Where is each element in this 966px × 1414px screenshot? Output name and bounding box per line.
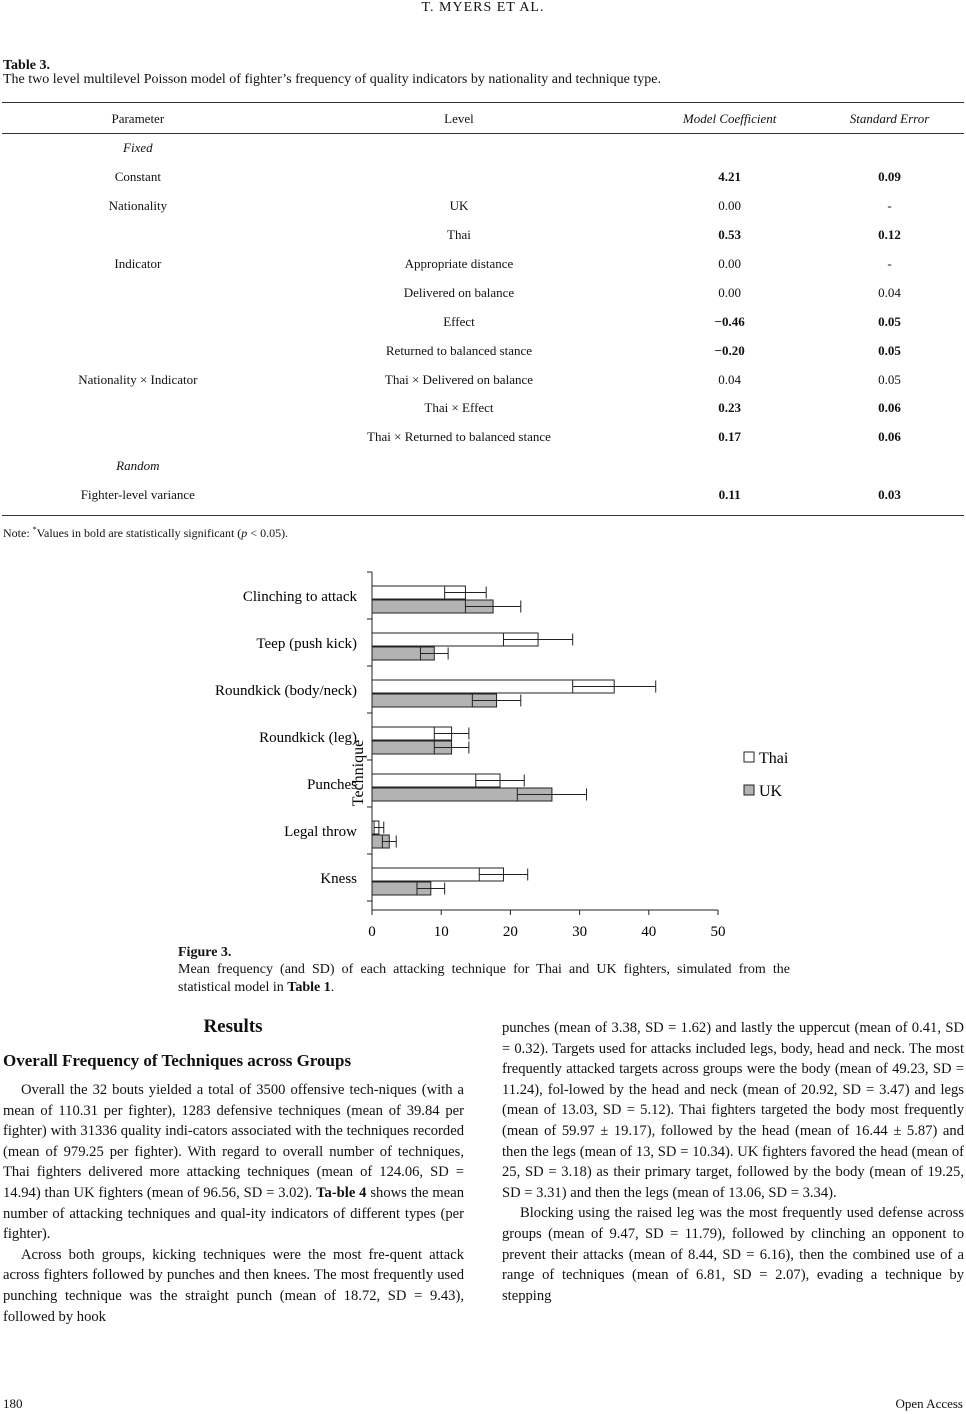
table-cell-coef: 4.21 [718, 169, 742, 185]
table-cell-coef [644, 452, 815, 481]
x-tick-label: 20 [502, 924, 518, 940]
column-header: Level [444, 111, 474, 126]
table-cell-parameter [2, 307, 274, 336]
table-cell-parameter [2, 336, 274, 365]
legend-swatch-uk [744, 785, 754, 795]
table-row [2, 336, 964, 365]
table-row [2, 192, 964, 221]
table-cell-parameter: Fixed [123, 140, 153, 156]
table-cell-level [274, 134, 645, 163]
table-cell-coef: 0.00 [718, 198, 742, 214]
section-heading: Results [203, 1016, 263, 1037]
table-cell-se [815, 134, 964, 163]
table-row [2, 307, 964, 336]
figure-caption-ref: Table 1 [287, 980, 331, 995]
category-label: Punches [307, 777, 357, 793]
table-body [2, 134, 964, 510]
table-cell-parameter: Indicator [114, 256, 162, 271]
category-label: Roundkick (leg) [259, 730, 357, 746]
note-p: p [241, 526, 248, 540]
figure-caption-label: Figure 3. [178, 945, 232, 960]
x-tick-label: 0 [368, 924, 376, 940]
table-cell-level: Appropriate distance [404, 256, 514, 271]
table-cell-coef: 0.53 [718, 227, 742, 243]
paragraph-text: Overall the 32 bouts yielded a total of 3500 offensive tech-niques (with a mean of 110.31 per fighter), 1283 defensive techniques (mean of 39.84 per fighter) with 31336 quality indi-cators associated with the techniques recorded (mean of 979.25 per fighter). With regard to overall number of techniques, Thai fighters delivered more attacking techniques (mean of 124.06, SD = 14.94) than UK fighters (mean of 96.56, SD = 3.02). [3, 1082, 464, 1201]
table-row [2, 452, 964, 481]
results-table [2, 104, 964, 510]
running-head: T. MYERS ET AL. [421, 0, 545, 15]
table-cell-level: Thai × Delivered on balance [384, 371, 534, 387]
table-row [2, 394, 964, 423]
category-label: Legal throw [284, 824, 357, 840]
category-label: Roundkick (body/neck) [214, 683, 357, 699]
table-note [3, 525, 288, 541]
table-cell-parameter: Nationality [108, 198, 168, 214]
category-label: Teep (push kick) [256, 636, 357, 652]
x-tick-label: 30 [572, 924, 588, 940]
table-cell-se: - [887, 256, 892, 271]
table-cell-level: Thai × Effect [424, 400, 494, 416]
table-cell-se: 0.05 [878, 342, 901, 358]
table-row [2, 250, 964, 279]
table-cell-coef: 0.17 [718, 429, 742, 445]
table-cell-se: 0.05 [878, 371, 901, 387]
left-column [3, 1080, 464, 1327]
legend-swatch-thai [744, 752, 754, 762]
paragraph: Across both groups, kicking techniques were the most fre-quent attack across fighters followed by punches and then knees. The most frequently used punching technique was the straight punch (mean of 18.72, SD = 9.43), followed by hook [3, 1246, 464, 1325]
x-tick-label: 40 [641, 924, 657, 940]
table-cell-parameter [2, 394, 274, 423]
category-label: Kness [320, 871, 357, 887]
footer-publisher: Open Access [895, 1396, 963, 1411]
table-cell-se: 0.09 [878, 169, 901, 185]
legend-label: UK [759, 783, 783, 800]
legend-label: Thai [759, 750, 789, 767]
table-cell-level [274, 452, 645, 481]
figure-caption-body: Mean frequency (and SD) of each attacking technique for Thai and UK fighters, simulated from the statistical model in [178, 962, 790, 995]
subsection-heading: Overall Frequency of Techniques across Groups [3, 1051, 352, 1070]
table-reference: Ta-ble 4 [316, 1184, 367, 1201]
figure-caption-text [178, 961, 790, 997]
category-label: Clinching to attack [242, 589, 357, 605]
note-marker: * [32, 525, 37, 534]
table-cell-se [815, 452, 964, 481]
table-cell-coef: −0.46 [714, 313, 745, 329]
right-column [502, 1018, 964, 1306]
table-cell-parameter: Constant [114, 169, 161, 185]
table-cell-coef: 0.04 [718, 371, 742, 387]
table-cell-level: Thai [447, 227, 471, 243]
table-row [2, 481, 964, 510]
note-body: Values in bold are statistically significant ( [36, 526, 242, 540]
paragraph-text: shows the mean number of attacking techniques and qual-ity indicators of different types (per fighter). [3, 1184, 464, 1243]
table-header-row [2, 104, 964, 134]
column-header: Parameter [111, 111, 165, 126]
x-tick-label: 10 [433, 924, 449, 940]
note-end: < 0.05). [247, 526, 289, 540]
table-cell-se: - [887, 198, 892, 214]
table-cell-parameter [2, 423, 274, 452]
page-number: 180 [3, 1396, 23, 1411]
table-bottom-rule [2, 515, 964, 516]
column-header: Model Coefficient [682, 111, 777, 126]
table-caption-text: The two level multilevel Poisson model of fighter’s frequency of quality indicators by nationality and technique type. [3, 72, 661, 87]
table-cell-se: 0.06 [878, 400, 901, 416]
table-row [2, 278, 964, 307]
y-axis-title: Technique [350, 739, 367, 807]
table-cell-level: Delivered on balance [403, 284, 515, 300]
table-row [2, 134, 964, 163]
table-cell-se: 0.06 [878, 429, 901, 445]
table-cell-se: 0.03 [878, 487, 901, 503]
table-row [2, 221, 964, 250]
table-cell-parameter: Fighter-level variance [80, 487, 195, 503]
table-cell-coef: −0.20 [714, 342, 745, 358]
table-cell-coef [644, 134, 815, 163]
table-cell-level [274, 481, 645, 510]
table-cell-coef: 0.23 [718, 400, 742, 416]
bar-chart [170, 568, 810, 948]
table-cell-level: Effect [443, 313, 475, 329]
table-cell-coef: 0.11 [718, 487, 741, 503]
table-cell-coef: 0.00 [718, 284, 742, 300]
paragraph: Blocking using the raised leg was the most frequently used defense across groups (mean of 9.47, SD = 11.79), followed by clinching an opponent to prevent their attacks (mean of 8.44, SD = 6.16), then the combined use of a range of techniques (mean of 6.81, SD = 2.07), evading a technique by stepping [502, 1205, 964, 1304]
figure-caption-end: . [330, 980, 335, 995]
table-cell-se: 0.12 [878, 227, 901, 243]
table-cell-se: 0.04 [878, 284, 901, 300]
table-cell-se: 0.05 [878, 313, 901, 329]
table-cell-level: Returned to balanced stance [385, 342, 533, 358]
table-cell-level: Thai × Returned to balanced stance [367, 429, 551, 445]
column-header: Standard Error [849, 111, 930, 126]
table-cell-level [274, 163, 645, 192]
table-cell-parameter: Nationality × Indicator [78, 371, 198, 387]
x-tick-label: 50 [710, 924, 726, 940]
table-top-rule [2, 102, 964, 103]
note-prefix: Note: [3, 526, 33, 540]
table-row [2, 163, 964, 192]
table-cell-parameter [2, 278, 274, 307]
table-cell-level: UK [449, 198, 469, 214]
paragraph [3, 1080, 464, 1245]
paragraph: punches (mean of 3.38, SD = 1.62) and lastly the uppercut (mean of 0.41, SD = 0.32). Targets used for attacks included legs, body, head and neck. The most frequently attacked targets across groups were the body (mean of 49.23, SD = 11.24), fol-lowed by the head and neck (mean of 20.92, SD = 3.47) and legs (mean of 13.03, SD = 5.12). Thai fighters targeted the body most frequently (mean of 59.97 ± 19.17), followed by the head (mean of 16.44 ± 5.87) and then the legs (mean of 13, SD = 10.34). UK fighters favored the head (mean of 25, SD = 3.18) as their primary target, followed by the body (mean of 19.25, SD = 3.31) and then the legs (mean of 13.06, SD = 3.34). [502, 1020, 964, 1201]
table-row [2, 423, 964, 452]
table-caption-label: Table 3. [3, 58, 50, 73]
table-cell-parameter [2, 221, 274, 250]
table-cell-coef: 0.00 [718, 256, 742, 271]
table-cell-parameter: Random [116, 458, 160, 474]
table-row [2, 365, 964, 394]
